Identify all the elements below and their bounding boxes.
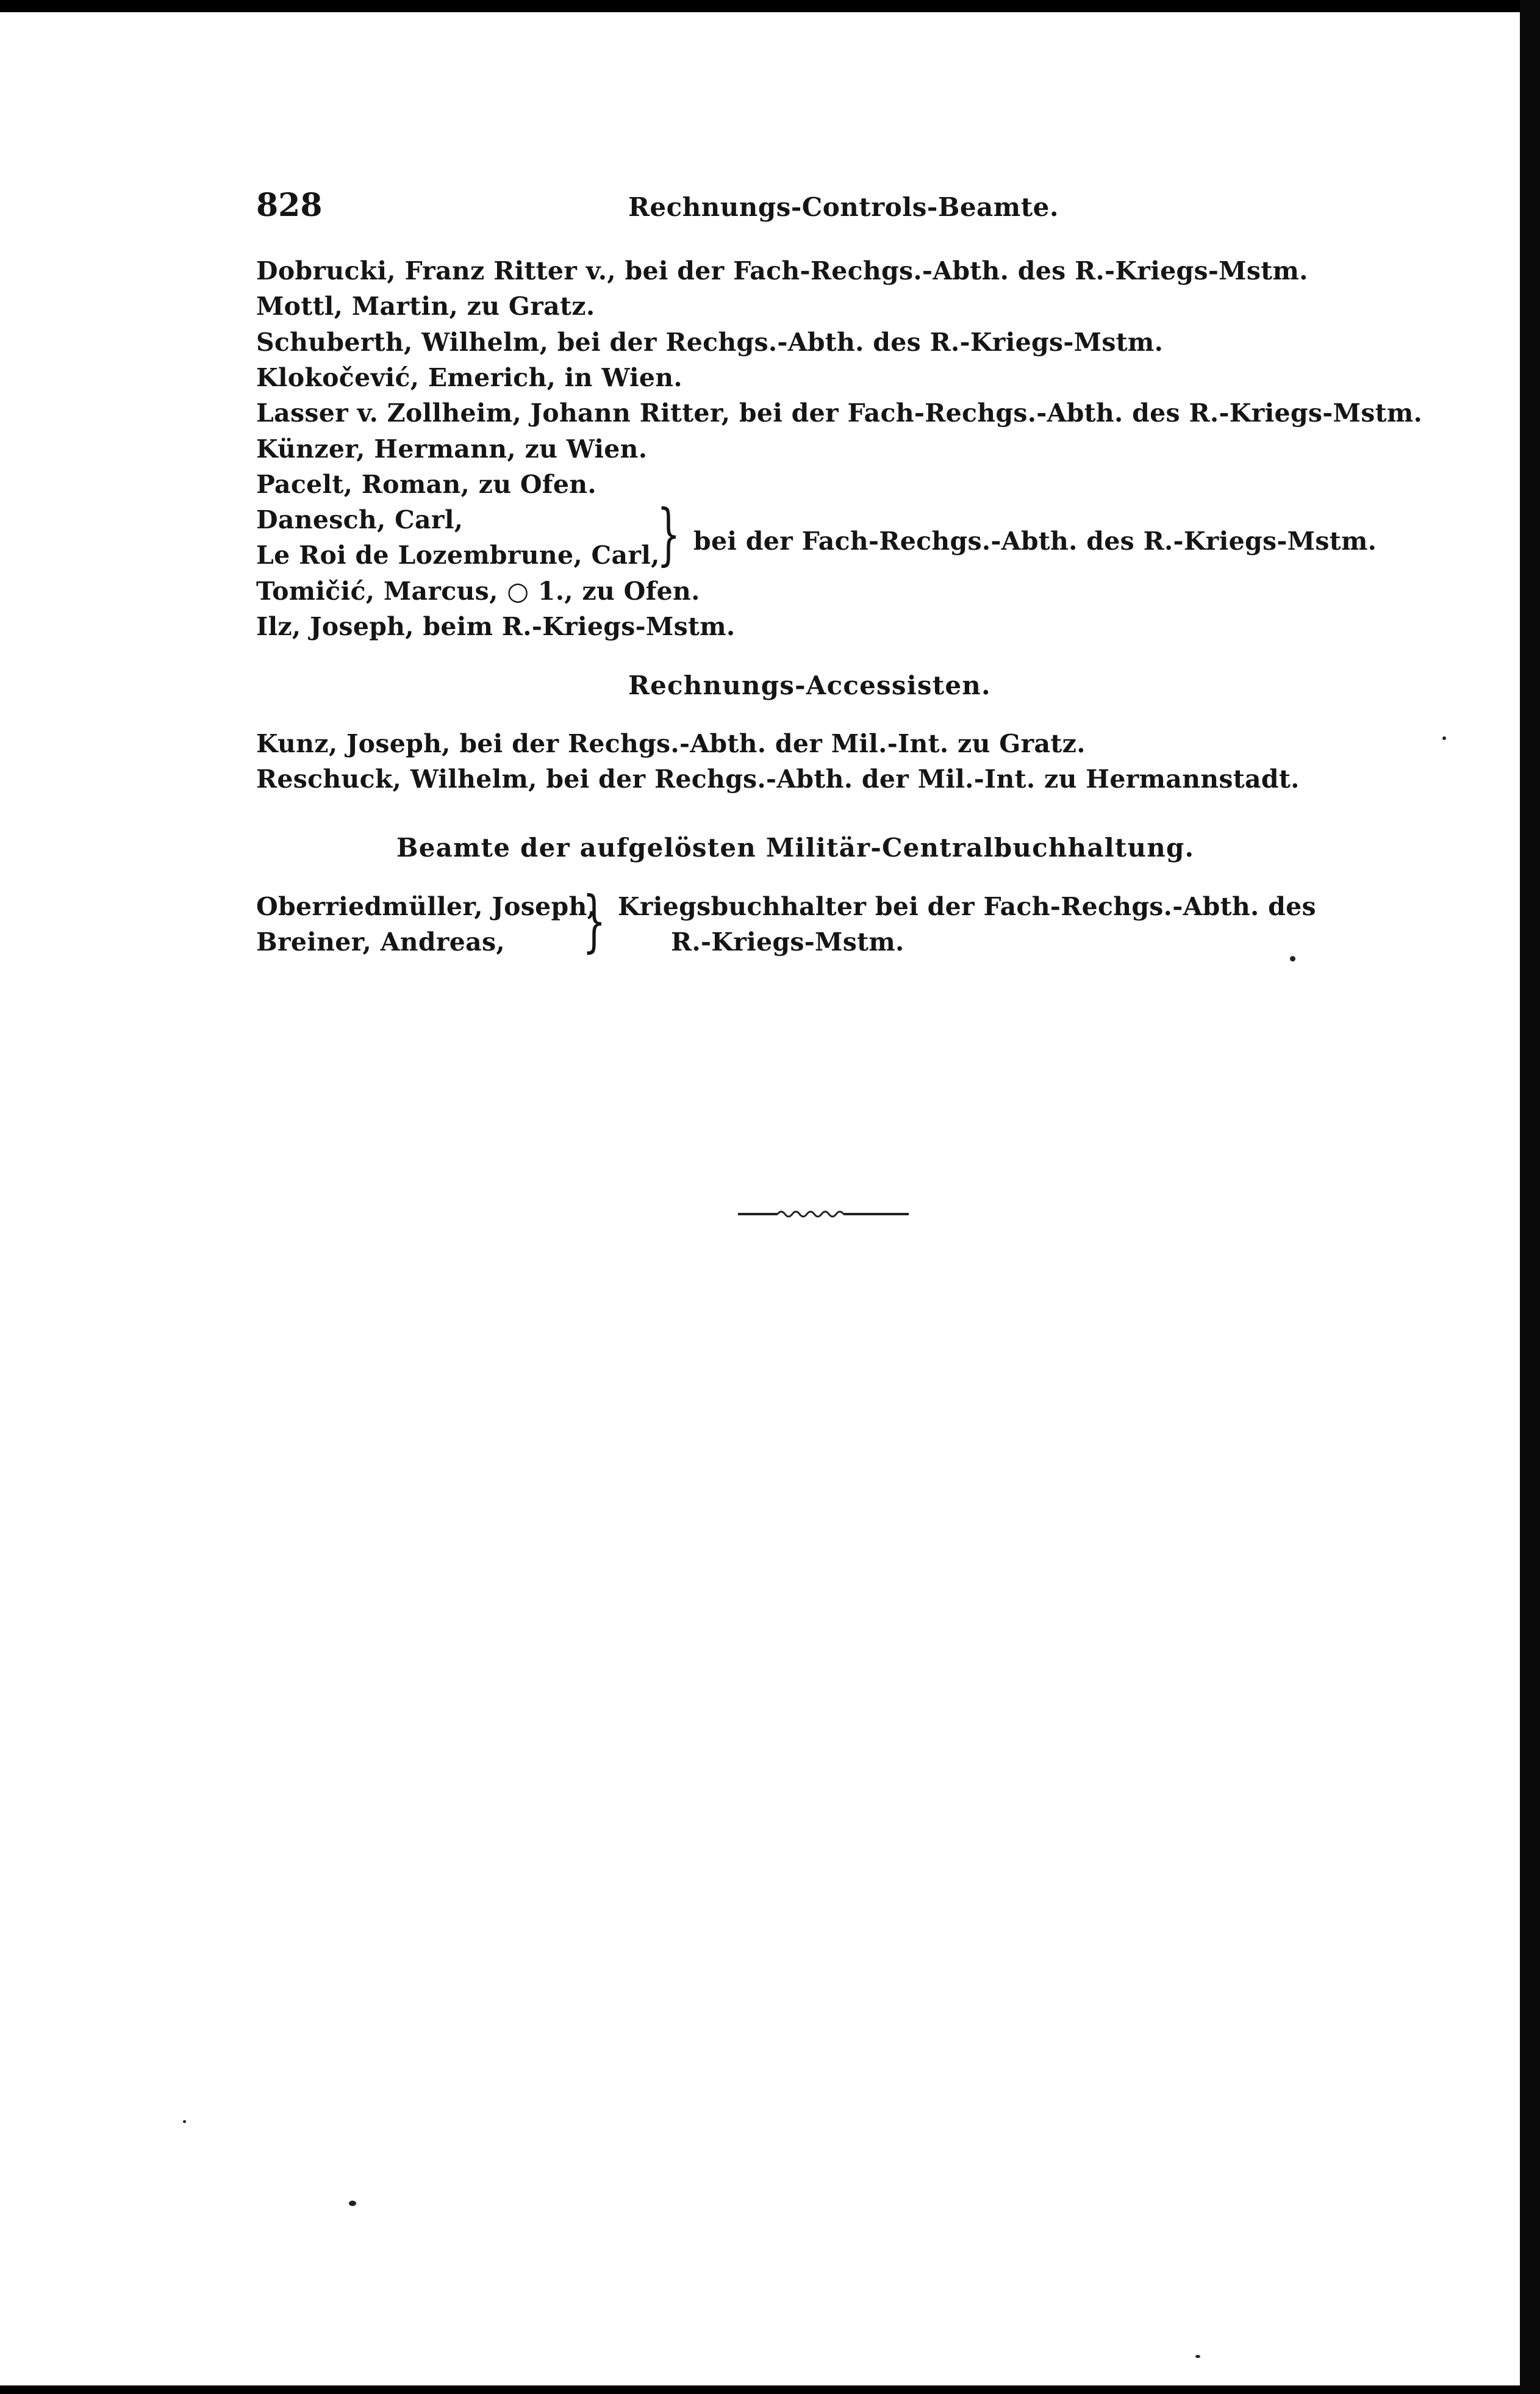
entry-line: Pacelt, Roman, zu Ofen.	[256, 470, 596, 499]
entry-line: Dobrucki, Franz Ritter v., bei der Fach-Rechgs.-Abth. des R.-Kriegs-Mstm.	[256, 256, 1308, 286]
brace-symbol: }	[582, 882, 606, 960]
entry-name: Breiner, Andreas,	[256, 927, 505, 957]
book-page	[0, 12, 1520, 2385]
ink-speck	[349, 2201, 356, 2206]
entry-line: Mottl, Martin, zu Gratz.	[256, 292, 595, 321]
ink-speck	[1290, 956, 1295, 962]
section-heading: Beamte der aufgelösten Militär-Centralbuchhaltung.	[396, 833, 1195, 863]
entry-line: Reschuck, Wilhelm, bei der Rechgs.-Abth. der Mil.-Int. zu Hermannstadt.	[256, 764, 1300, 794]
group-description: R.-Kriegs-Mstm.	[671, 927, 904, 957]
entry-name: Le Roi de Lozembrune, Carl,	[256, 541, 660, 570]
entry-line: Kunz, Joseph, bei der Rechgs.-Abth. der Mil.-Int. zu Gratz.	[256, 729, 1086, 758]
entry-name: Danesch, Carl,	[256, 505, 464, 534]
page-title: Rechnungs-Controls-Beamte.	[628, 192, 1059, 222]
ornament-divider	[738, 1205, 909, 1223]
ink-speck	[1442, 736, 1446, 740]
entry-name: Oberriedmüller, Joseph,	[256, 892, 596, 921]
ink-speck	[183, 2120, 186, 2123]
group-description: bei der Fach-Rechgs.-Abth. des R.-Kriegs-Mstm.	[693, 527, 1377, 556]
entry-line: Lasser v. Zollheim, Johann Ritter, bei der Fach-Rechgs.-Abth. des R.-Kriegs-Mstm.	[256, 398, 1423, 428]
page-number: 828	[256, 187, 323, 224]
group-description: Kriegsbuchhalter bei der Fach-Rechgs.-Abth. des	[618, 892, 1316, 921]
entry-line: Tomičić, Marcus, ○ 1., zu Ofen.	[256, 577, 700, 606]
section-heading: Rechnungs-Accessisten.	[628, 670, 991, 700]
scan-border	[1520, 0, 1540, 2394]
brace-symbol: }	[657, 495, 681, 573]
entry-line: Künzer, Hermann, zu Wien.	[256, 434, 648, 464]
ink-speck	[1195, 2355, 1200, 2358]
entry-line: Klokočević, Emerich, in Wien.	[256, 363, 682, 392]
entry-line: Ilz, Joseph, beim R.-Kriegs-Mstm.	[256, 612, 736, 641]
entry-line: Schuberth, Wilhelm, bei der Rechgs.-Abth. des R.-Kriegs-Mstm.	[256, 328, 1164, 357]
